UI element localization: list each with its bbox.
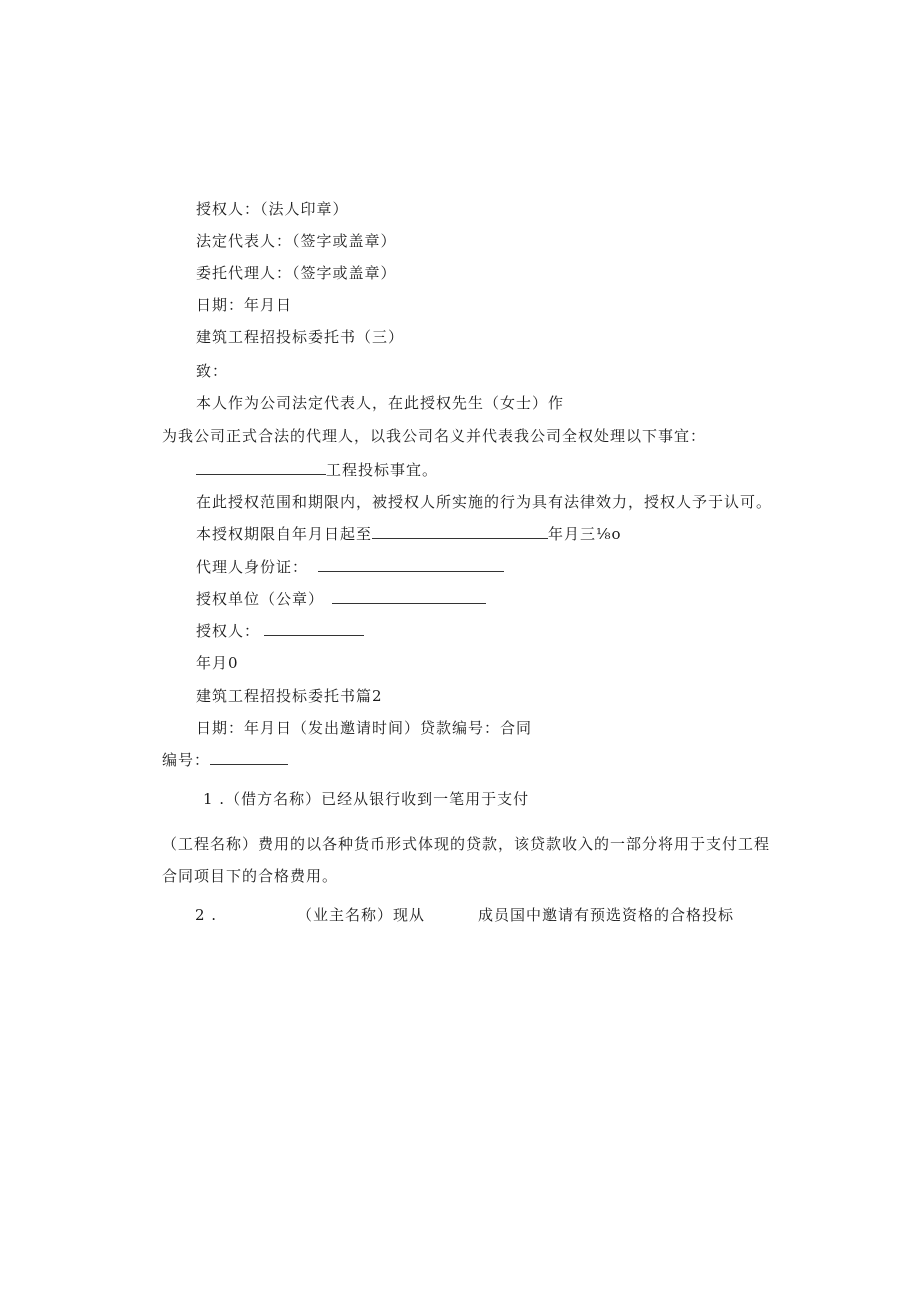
intro-paragraph-line-2: 为我公司正式合法的代理人，以我公司名义并代表我公司全权处理以下事宜： [162, 427, 707, 445]
auth-unit-blank [332, 589, 486, 604]
date-line-1: 日期：年月日 [196, 296, 293, 314]
bidding-matter-text: 工程投标事宜。 [326, 461, 439, 479]
agent-sign-line: 委托代理人：（签字或盖章） [196, 264, 397, 282]
period-prefix: 本授权期限自年月日起至 [196, 525, 373, 543]
date-line-2: 日期：年月日（发出邀请时间）贷款编号：合同 [196, 719, 533, 737]
agent-id-blank [318, 557, 504, 572]
authorizer-line [196, 621, 364, 641]
period-suffix: 年月三⅛o [548, 525, 622, 543]
item-1-line-3: 合同项目下的合格费用。 [162, 867, 339, 885]
agent-id-label: 代理人身份证： [196, 558, 309, 576]
item-2-rest: 成员国中邀请有预选资格的合格投标 [478, 906, 735, 924]
legal-rep-sign-line: 法定代表人：（签字或盖章） [196, 232, 397, 250]
authorizer-seal-line: 授权人：（法人印章） [196, 200, 349, 218]
to-line: 致： [196, 362, 229, 380]
project-name-blank [196, 460, 326, 475]
number-blank [210, 750, 288, 765]
authorizer-blank [264, 621, 364, 636]
heading-3: 建筑工程招投标委托书（三） [196, 328, 405, 346]
number-label: 编号： [162, 751, 211, 769]
item-2-owner: （业主名称）现从 [297, 906, 426, 924]
heading-2: 建筑工程招投标委托书篇2 [196, 687, 383, 705]
validity-paragraph: 在此授权范围和期限内，被授权人所实施的行为具有法律效力，授权人予于认可。 [196, 493, 773, 511]
item-1-line-1: 1 .（借方名称）已经从银行收到一笔用于支付 [203, 790, 530, 808]
period-line [196, 524, 622, 544]
intro-paragraph-line-1: 本人作为公司法定代表人，在此授权先生（女士）作 [196, 394, 565, 412]
year-month-line: 年月0 [196, 654, 239, 672]
auth-unit-line [196, 589, 486, 609]
number-line [162, 750, 288, 770]
item-2-number: 2 . [195, 906, 218, 924]
auth-unit-label: 授权单位（公章） [196, 590, 325, 608]
bidding-matter-line [196, 460, 438, 480]
agent-id-line [196, 557, 504, 577]
period-end-blank [372, 524, 548, 539]
item-1-line-2: （工程名称）费用的以各种货币形式体现的贷款，该贷款收入的一部分将用于支付工程 [162, 835, 771, 853]
authorizer-label: 授权人： [196, 622, 261, 640]
